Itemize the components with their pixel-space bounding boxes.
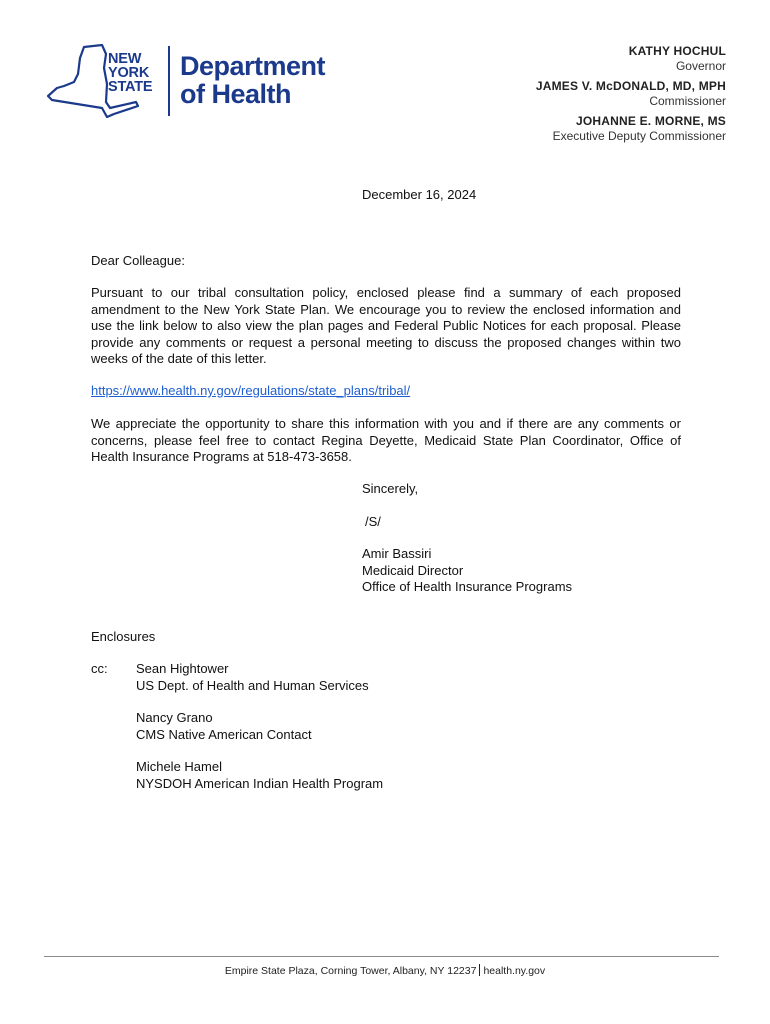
official-name: JOHANNE E. MORNE, MS — [575, 114, 726, 128]
official-title: Executive Deputy Commissioner — [552, 129, 726, 143]
signer-office: Office of Health Insurance Programs — [362, 579, 573, 594]
state-word: NEW — [108, 51, 142, 67]
logo-divider — [168, 46, 170, 116]
official-commissioner — [536, 79, 726, 108]
cc-entry — [136, 661, 383, 694]
cc-name: Sean Hightower — [136, 661, 229, 676]
cc-label: cc: — [91, 661, 108, 676]
body-paragraph-2: We appreciate the opportunity to share this information with you and if there are any comments or concerns, please feel free to contact Regina Deyette, Medicaid State Plan Coordinator, Office of Health Insurance Programs at 518-473-3658. — [91, 416, 681, 464]
signer-title: Medicaid Director — [362, 562, 464, 578]
footer-separator — [479, 964, 480, 976]
footer-website: health.ny.gov — [483, 965, 546, 977]
footer-address: Empire State Plaza, Corning Tower, Albany, NY 12237 — [224, 965, 477, 977]
department-line: Department — [180, 51, 326, 81]
cc-entry — [136, 710, 383, 743]
cc-org: US Dept. of Health and Human Services — [136, 677, 369, 693]
official-name: KATHY HOCHUL — [628, 44, 726, 58]
signer-name: Amir Bassiri — [362, 546, 432, 561]
official-name: JAMES V. McDONALD, MD, MPH — [535, 79, 726, 93]
letter-date: December 16, 2024 — [362, 187, 477, 202]
salutation: Dear Colleague: — [91, 253, 185, 268]
state-word: YORK — [108, 65, 150, 81]
cc-org: CMS Native American Contact — [136, 726, 312, 742]
cc-org: NYSDOH American Indian Health Program — [136, 775, 384, 791]
official-governor — [536, 44, 726, 73]
signer-block — [362, 546, 572, 596]
official-title: Commissioner — [649, 94, 726, 108]
department-name — [180, 52, 325, 108]
officials-list — [536, 44, 726, 149]
footer-divider — [44, 956, 719, 957]
body-paragraph-1: Pursuant to our tribal consultation policy, enclosed please find a summary of each proposed amendment to the New York State Plan. We encourage you to review the enclosed information and use the link below to also view the plan pages and Federal Public Notices for each proposal. Please provide any comments or request a personal meeting to discuss the proposed changes within two weeks of the date of this letter. — [91, 285, 681, 366]
cc-name: Michele Hamel — [136, 759, 222, 774]
signature: /S/ — [365, 514, 381, 529]
cc-list — [136, 661, 383, 808]
closing: Sincerely, — [362, 481, 419, 496]
tribal-state-plans-link[interactable]: https://www.health.ny.gov/regulations/state_plans/tribal/ — [91, 383, 411, 398]
cc-name: Nancy Grano — [136, 710, 213, 725]
state-word: STATE — [108, 79, 153, 95]
department-line: of Health — [180, 79, 292, 109]
enclosures-label: Enclosures — [91, 629, 156, 644]
nys-doh-logo — [44, 44, 334, 124]
footer — [0, 964, 770, 977]
official-title: Governor — [675, 59, 726, 73]
official-deputy-commissioner — [536, 114, 726, 143]
state-wordmark — [108, 52, 152, 94]
cc-entry — [136, 759, 383, 792]
